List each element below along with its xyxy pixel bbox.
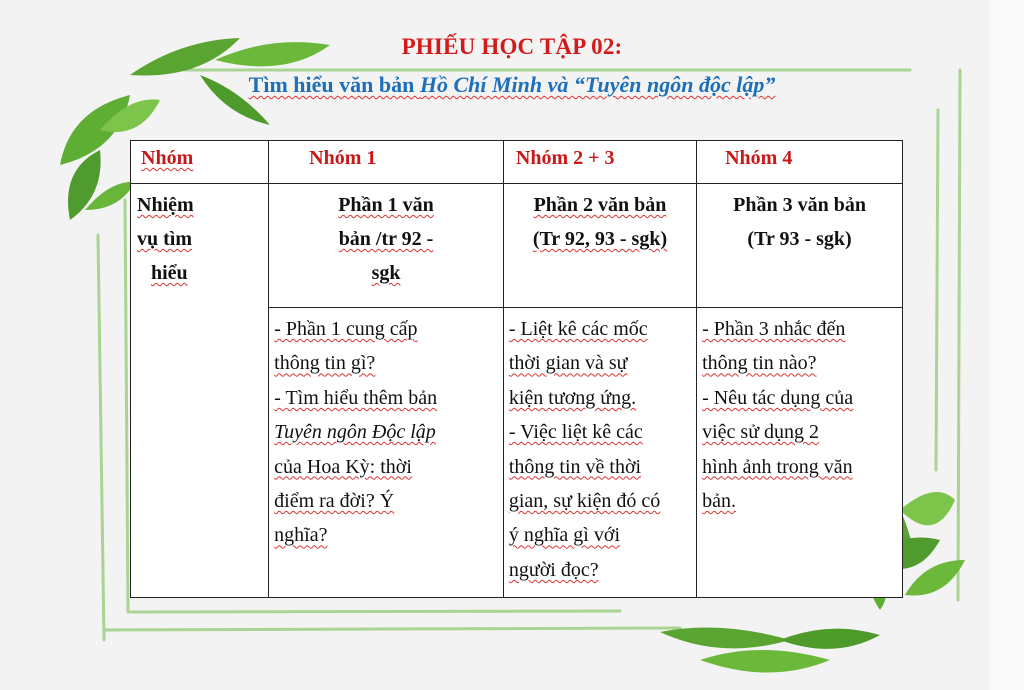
header-group-2-3	[503, 141, 696, 184]
question-line: thông tin về thời	[508, 455, 642, 478]
task-line: bản /tr 92 -	[338, 228, 434, 250]
question-line: - Phần 1 cung cấp	[274, 318, 418, 340]
header-group-4	[697, 141, 903, 184]
question-line: kiện tương ứng.	[508, 386, 637, 409]
question-line: điểm ra đời? Ý	[274, 490, 395, 513]
question-line: ý nghĩa gì với	[508, 524, 620, 547]
question-line: bản.	[702, 490, 736, 513]
question-line: hình ảnh trong văn	[702, 455, 853, 478]
worksheet-table	[130, 140, 903, 598]
question-line: nghĩa?	[274, 524, 328, 547]
frame-line-bottom	[104, 628, 680, 630]
question-line: - Nêu tác dụng của	[702, 386, 854, 409]
frame-line-inner-bottom	[128, 611, 620, 612]
header-group-4-label: Nhóm 4	[725, 147, 793, 169]
task-line: sgk	[371, 262, 401, 284]
question-line: của Hoa Kỳ: thời	[274, 455, 412, 478]
subtitle-plain: Tìm hiểu văn bản	[248, 72, 420, 97]
worksheet-title-text: PHIẾU HỌC TẬP 02:	[401, 34, 623, 59]
task-cell-group-2-3	[503, 184, 696, 308]
task-line: Phần 3 văn bản	[733, 194, 866, 216]
question-line: thông tin nào?	[702, 352, 817, 375]
header-group-1	[269, 141, 504, 184]
subtitle-italic: Hồ Chí Minh và “Tuyên ngôn độc lập”	[419, 72, 776, 97]
table-row-tasks	[131, 184, 903, 308]
row-label-cell	[131, 184, 269, 598]
questions-group-2-3	[503, 308, 696, 598]
frame-line-inner-right	[936, 110, 938, 470]
task-line: Phần 2 văn bản	[533, 194, 667, 216]
frame-line-inner-left	[125, 200, 128, 610]
task-cell-group-1	[269, 184, 504, 308]
row-label-line: vụ tìm	[137, 228, 192, 250]
frame-line-left	[98, 235, 104, 640]
worksheet-title	[0, 34, 1024, 60]
task-cell-group-4	[697, 184, 903, 308]
question-line: - Việc liệt kê các	[508, 421, 643, 444]
row-label-line: Nhiệm	[137, 194, 194, 216]
question-line-italic: Tuyên ngôn Độc lập	[274, 421, 436, 444]
header-group-label: Nhóm	[141, 147, 194, 169]
questions-group-1	[269, 308, 504, 598]
question-line: thông tin gì?	[274, 352, 376, 375]
header-group-1-label: Nhóm 1	[309, 147, 377, 169]
row-label-line: hiểu	[151, 262, 188, 284]
task-line: (Tr 92, 93 - sgk)	[532, 228, 668, 250]
question-line: - Tìm hiểu thêm bản	[274, 386, 438, 409]
header-group-2-3-label: Nhóm 2 + 3	[515, 147, 615, 169]
question-line: gian, sự kiện đó có	[508, 490, 661, 513]
task-line: Phần 1 văn	[338, 194, 434, 216]
worksheet-subtitle	[0, 72, 1024, 98]
header-group	[131, 141, 269, 184]
questions-group-4	[697, 308, 903, 598]
question-line: người đọc?	[508, 558, 599, 581]
leaves-bottom	[660, 628, 880, 673]
question-line: thời gian và sự	[508, 352, 628, 375]
question-line: việc sử dụng 2	[702, 421, 820, 444]
question-line: - Phần 3 nhắc đến	[702, 318, 846, 340]
question-line: - Liệt kê các mốc	[508, 318, 648, 340]
table-header-row	[131, 141, 903, 184]
task-line: (Tr 93 - sgk)	[747, 228, 852, 250]
frame-line-right	[958, 70, 960, 600]
